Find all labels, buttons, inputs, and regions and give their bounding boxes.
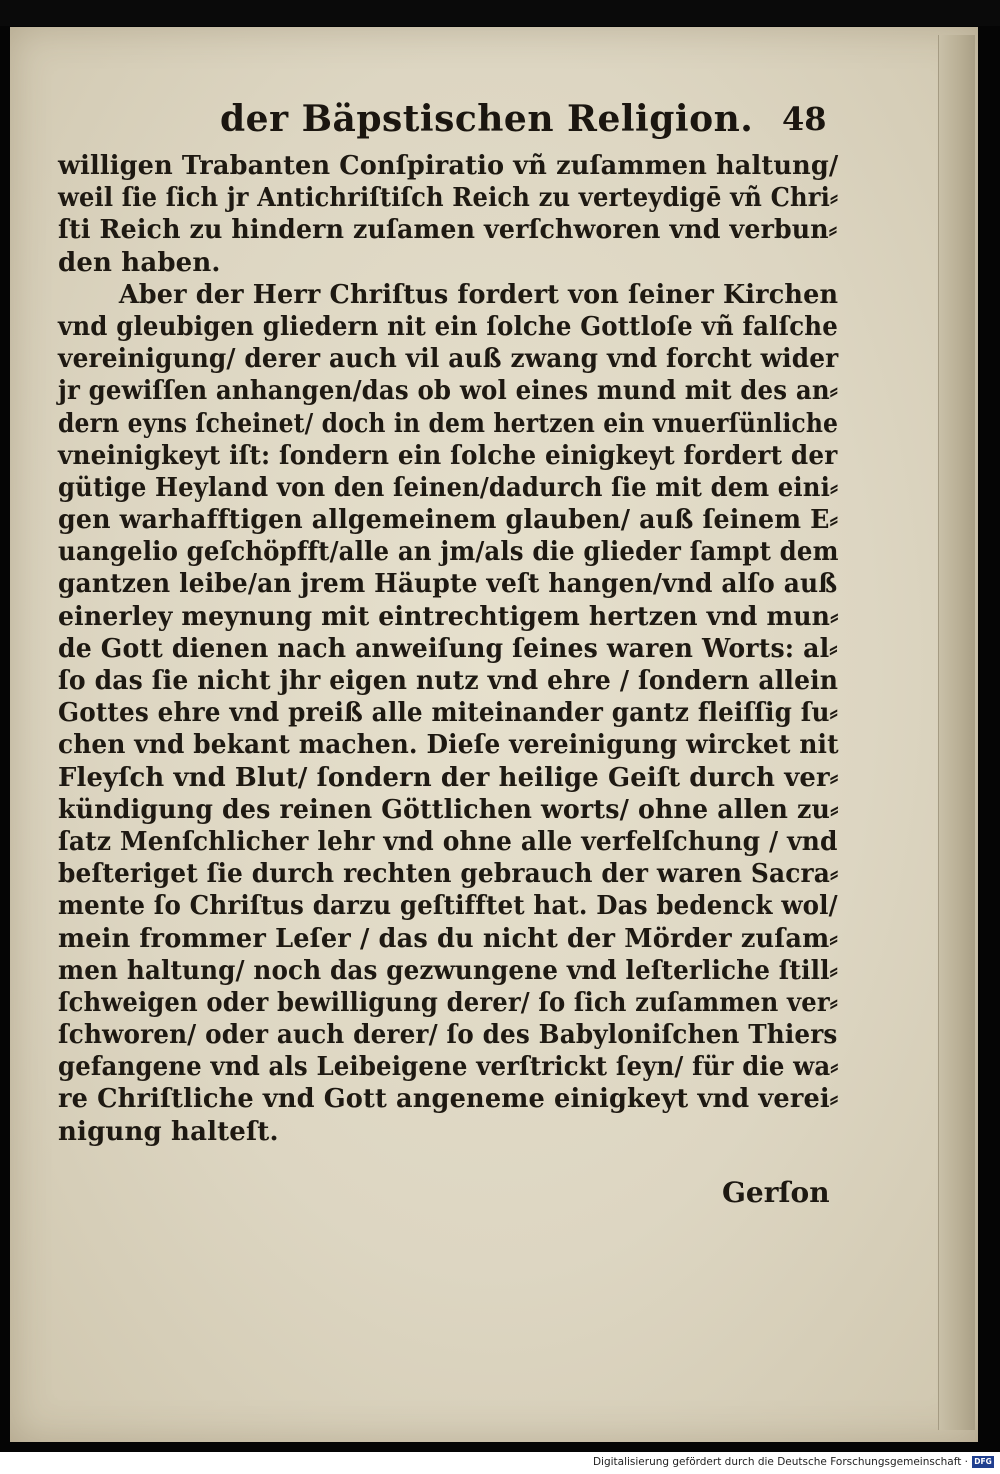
text-line: dern eyns ſcheinet/ doch in dem hertzen ein vnuerſünliche	[58, 408, 839, 439]
text-line: uangelio geſchöpfft/alle an jm/als die glieder ſampt dem	[58, 537, 839, 568]
page-header	[210, 98, 830, 148]
text-line: weil ſie ſich jr Antichriſtiſch Reich zu verteydigē vñ Chri⸗	[58, 183, 839, 214]
footer-bar	[0, 1452, 1000, 1474]
paragraph-start-line: Aber der Herr Chriſtus fordert von ſeiner Kirchen	[118, 279, 839, 310]
text-line: ſti Reich zu hindern zuſamen verſchworen vnd verbun⸗	[58, 215, 838, 246]
running-head: der Bäpstischen Religion.	[220, 98, 754, 140]
text-line: chen vnd bekant machen. Dieſe vereinigung wircket nit	[58, 730, 839, 761]
text-line: willigen Trabanten Conſpiratio vñ zuſammen haltung/	[58, 151, 839, 181]
text-line: vneinigkeyt iſt: ſondern ein ſolche einigkeyt fordert der	[58, 440, 838, 471]
catchword: Gerſon	[722, 1176, 830, 1209]
text-line: kündigung des reinen Göttlichen worts/ ohne allen zu⸗	[58, 794, 839, 825]
text-line: men haltung/ noch das gezwungene vnd leſterliche ſtill⸗	[58, 955, 838, 986]
text-line: ſchweigen oder bewilligung derer/ ſo ſich zuſammen ver⸗	[58, 987, 839, 1018]
text-line: de Gott dienen nach anweiſung ſeines waren Worts: al⸗	[58, 633, 838, 664]
text-line: mente ſo Chriſtus darzu geſtifftet hat. Das bedenck wol/	[58, 891, 838, 922]
text-line: gefangene vnd als Leibeigene verſtrickt ſeyn/ für die wa⸗	[58, 1052, 839, 1083]
text-line: re Chriſtliche vnd Gott angeneme einigkeyt vnd verei⸗	[58, 1084, 839, 1115]
scan-top-margin	[0, 0, 1000, 26]
body-text	[58, 150, 838, 1148]
text-line: ſchworen/ oder auch derer/ ſo des Babyloniſchen Thiers	[58, 1020, 838, 1051]
dfg-logo-icon: DFG	[972, 1456, 994, 1468]
text-line: jr gewiſſen anhangen/das ob wol eines mund mit des an⸗	[58, 376, 839, 407]
text-line: beſteriget ſie durch rechten gebrauch der waren Sacra⸗	[58, 859, 839, 890]
funding-credit: Digitalisierung gefördert durch die Deutsche Forschungsgemeinschaft ·	[592, 1456, 968, 1468]
text-line: gantzen leibe/an jrem Häupte veſt hangen/vnd alſo auß	[58, 569, 838, 600]
text-line: Fleyſch vnd Blut/ ſondern der heilige Geiſt durch ver⸗	[58, 762, 839, 793]
text-line: gütige Heyland von den ſeinen/dadurch ſie mit dem eini⸗	[58, 472, 839, 503]
text-line: mein frommer Leſer / das du nicht der Mörder zuſam⸗	[58, 923, 839, 954]
text-line: vnd gleubigen gliedern nit ein ſolche Gottloſe vñ falſche	[58, 311, 838, 342]
page-fore-edge	[938, 35, 975, 1430]
text-line: Gottes ehre vnd preiß alle miteinander gantz fleiſſig ſu⸗	[58, 698, 838, 729]
text-line: nigung halteſt.	[58, 1116, 279, 1147]
text-line: gen warhafftigen allgemeinem glauben/ auß ſeinem E⸗	[58, 505, 839, 536]
text-line: ſatz Menſchlicher lehr vnd ohne alle verfelſchung / vnd	[58, 826, 838, 857]
text-line: einerley meynung mit eintrechtigem hertzen vnd mun⸗	[58, 601, 839, 632]
text-line: den haben.	[58, 247, 221, 278]
folio-number: 48	[782, 100, 827, 138]
text-line: vereinigung/ derer auch vil auß zwang vnd forcht wider	[58, 344, 839, 375]
text-line: ſo das ſie nicht jhr eigen nutz vnd ehre / ſondern allein	[58, 666, 839, 696]
